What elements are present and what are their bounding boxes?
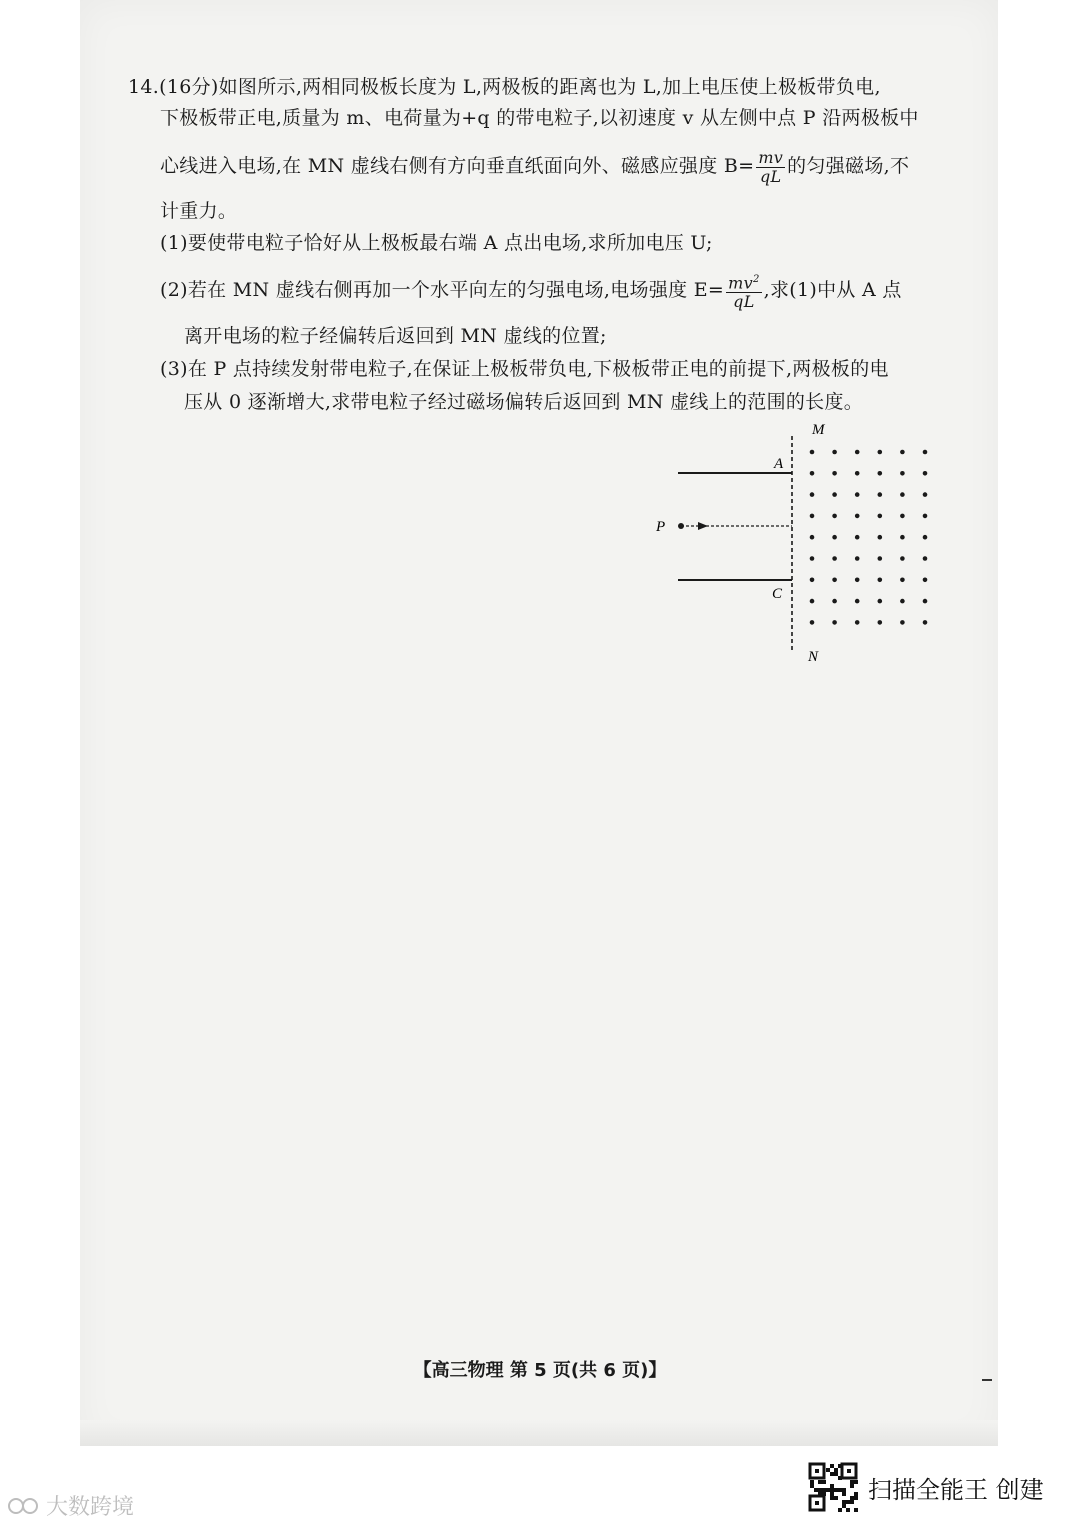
label-c: C [772, 586, 783, 602]
part-1: (1)要使带电粒子恰好从上极板最右端 A 点出电场,求所加电压 U; [160, 232, 713, 254]
question-line-3 [160, 146, 909, 186]
field-dot [923, 514, 928, 519]
field-dot [810, 492, 815, 497]
part-3-continued: 压从 0 逐渐增大,求带电粒子经过磁场偏转后返回到 MN 虚线上的范围的长度。 [184, 391, 864, 413]
fraction-denominator: qL [733, 292, 755, 312]
watermark-text: 大数跨境 [46, 1495, 135, 1520]
velocity-arrow-icon [698, 522, 708, 530]
watermark [6, 1490, 134, 1521]
field-dot [878, 556, 883, 561]
field-dot [832, 535, 837, 540]
field-dot [900, 556, 905, 561]
part-2-end: ,求(1)中从 A 点 [763, 279, 902, 301]
part-2-continued: 离开电场的粒子经偏转后返回到 MN 虚线的位置; [184, 325, 607, 347]
field-dot [855, 514, 860, 519]
label-n: N [808, 649, 819, 665]
question-line-1: 14.(16分)如图所示,两相同极板长度为 L,两极板的距离也为 L,加上电压使上极板带负电, [128, 76, 881, 98]
field-dot [810, 514, 815, 519]
exam-paper [80, 0, 998, 1446]
scanner-label: 扫描全能王 创建 [868, 1475, 1044, 1504]
field-dot [923, 535, 928, 540]
field-dot [855, 492, 860, 497]
field-dot [855, 578, 860, 583]
field-dot [832, 556, 837, 561]
field-dot [855, 556, 860, 561]
field-dot [810, 578, 815, 583]
field-dot [810, 450, 815, 455]
field-dot [832, 492, 837, 497]
point-p-dot [678, 523, 684, 529]
watermark-logo-icon [6, 1496, 40, 1516]
field-dot [810, 599, 815, 604]
field-dot [923, 492, 928, 497]
question-line-3-end: 的匀强磁场,不 [787, 155, 910, 177]
field-dot [900, 450, 905, 455]
fraction-denominator: qL [760, 166, 782, 186]
field-dot [832, 578, 837, 583]
magnetic-field-dots [810, 450, 928, 625]
field-dot [900, 535, 905, 540]
field-dot [878, 599, 883, 604]
field-dot [878, 535, 883, 540]
label-a: A [774, 456, 784, 472]
field-dot [855, 471, 860, 476]
page-footer: 【高三物理 第 5 页(共 6 页)】 [413, 1360, 667, 1381]
field-dot [810, 535, 815, 540]
label-m: M [812, 422, 825, 438]
field-dot [878, 578, 883, 583]
physics-diagram [640, 418, 940, 668]
numerator-exponent: 2 [752, 273, 760, 285]
field-dot [855, 620, 860, 625]
fraction-numerator [726, 271, 761, 293]
field-dot [810, 556, 815, 561]
field-dot [900, 620, 905, 625]
field-dot [832, 471, 837, 476]
field-dot [923, 450, 928, 455]
field-dot [900, 492, 905, 497]
field-dot [832, 450, 837, 455]
field-dot [900, 599, 905, 604]
field-dot [878, 514, 883, 519]
field-dot [810, 471, 815, 476]
field-dot [900, 578, 905, 583]
field-dot [900, 514, 905, 519]
field-dot [832, 514, 837, 519]
field-dot [878, 620, 883, 625]
field-dot [810, 620, 815, 625]
field-dot [900, 471, 905, 476]
field-dot [923, 578, 928, 583]
magnetic-field-fraction [756, 149, 785, 186]
field-dot [832, 599, 837, 604]
field-dot [878, 471, 883, 476]
numerator-text: mv [728, 273, 753, 293]
scanner-badge [808, 1462, 1044, 1512]
part-3: (3)在 P 点持续发射带电粒子,在保证上极板带负电,下极板带正电的前提下,两极板的电 [160, 358, 889, 380]
question-line-2: 下极板带正电,质量为 m、电荷量为+q 的带电粒子,以初速度 v 从左侧中点 P 沿两极板中 [160, 107, 919, 129]
question-line-3-text: 心线进入电场,在 MN 虚线右侧有方向垂直纸面向外、磁感应强度 B= [160, 155, 755, 177]
field-dot [878, 492, 883, 497]
paper-edge [80, 1420, 998, 1446]
qr-code-icon [808, 1462, 858, 1512]
field-dot [878, 450, 883, 455]
field-dot [923, 620, 928, 625]
field-dot [923, 471, 928, 476]
fraction-numerator: mv [758, 147, 784, 167]
part-2-text: (2)若在 MN 虚线右侧再加一个水平向左的匀强电场,电场强度 E= [160, 279, 725, 301]
question-line-4: 计重力。 [160, 200, 238, 222]
electric-field-fraction [726, 271, 761, 311]
field-dot [855, 599, 860, 604]
field-dot [923, 556, 928, 561]
label-p: P [656, 519, 666, 535]
field-dot [832, 620, 837, 625]
field-dot [923, 599, 928, 604]
part-2 [160, 270, 902, 311]
field-dot [855, 535, 860, 540]
field-dot [855, 450, 860, 455]
